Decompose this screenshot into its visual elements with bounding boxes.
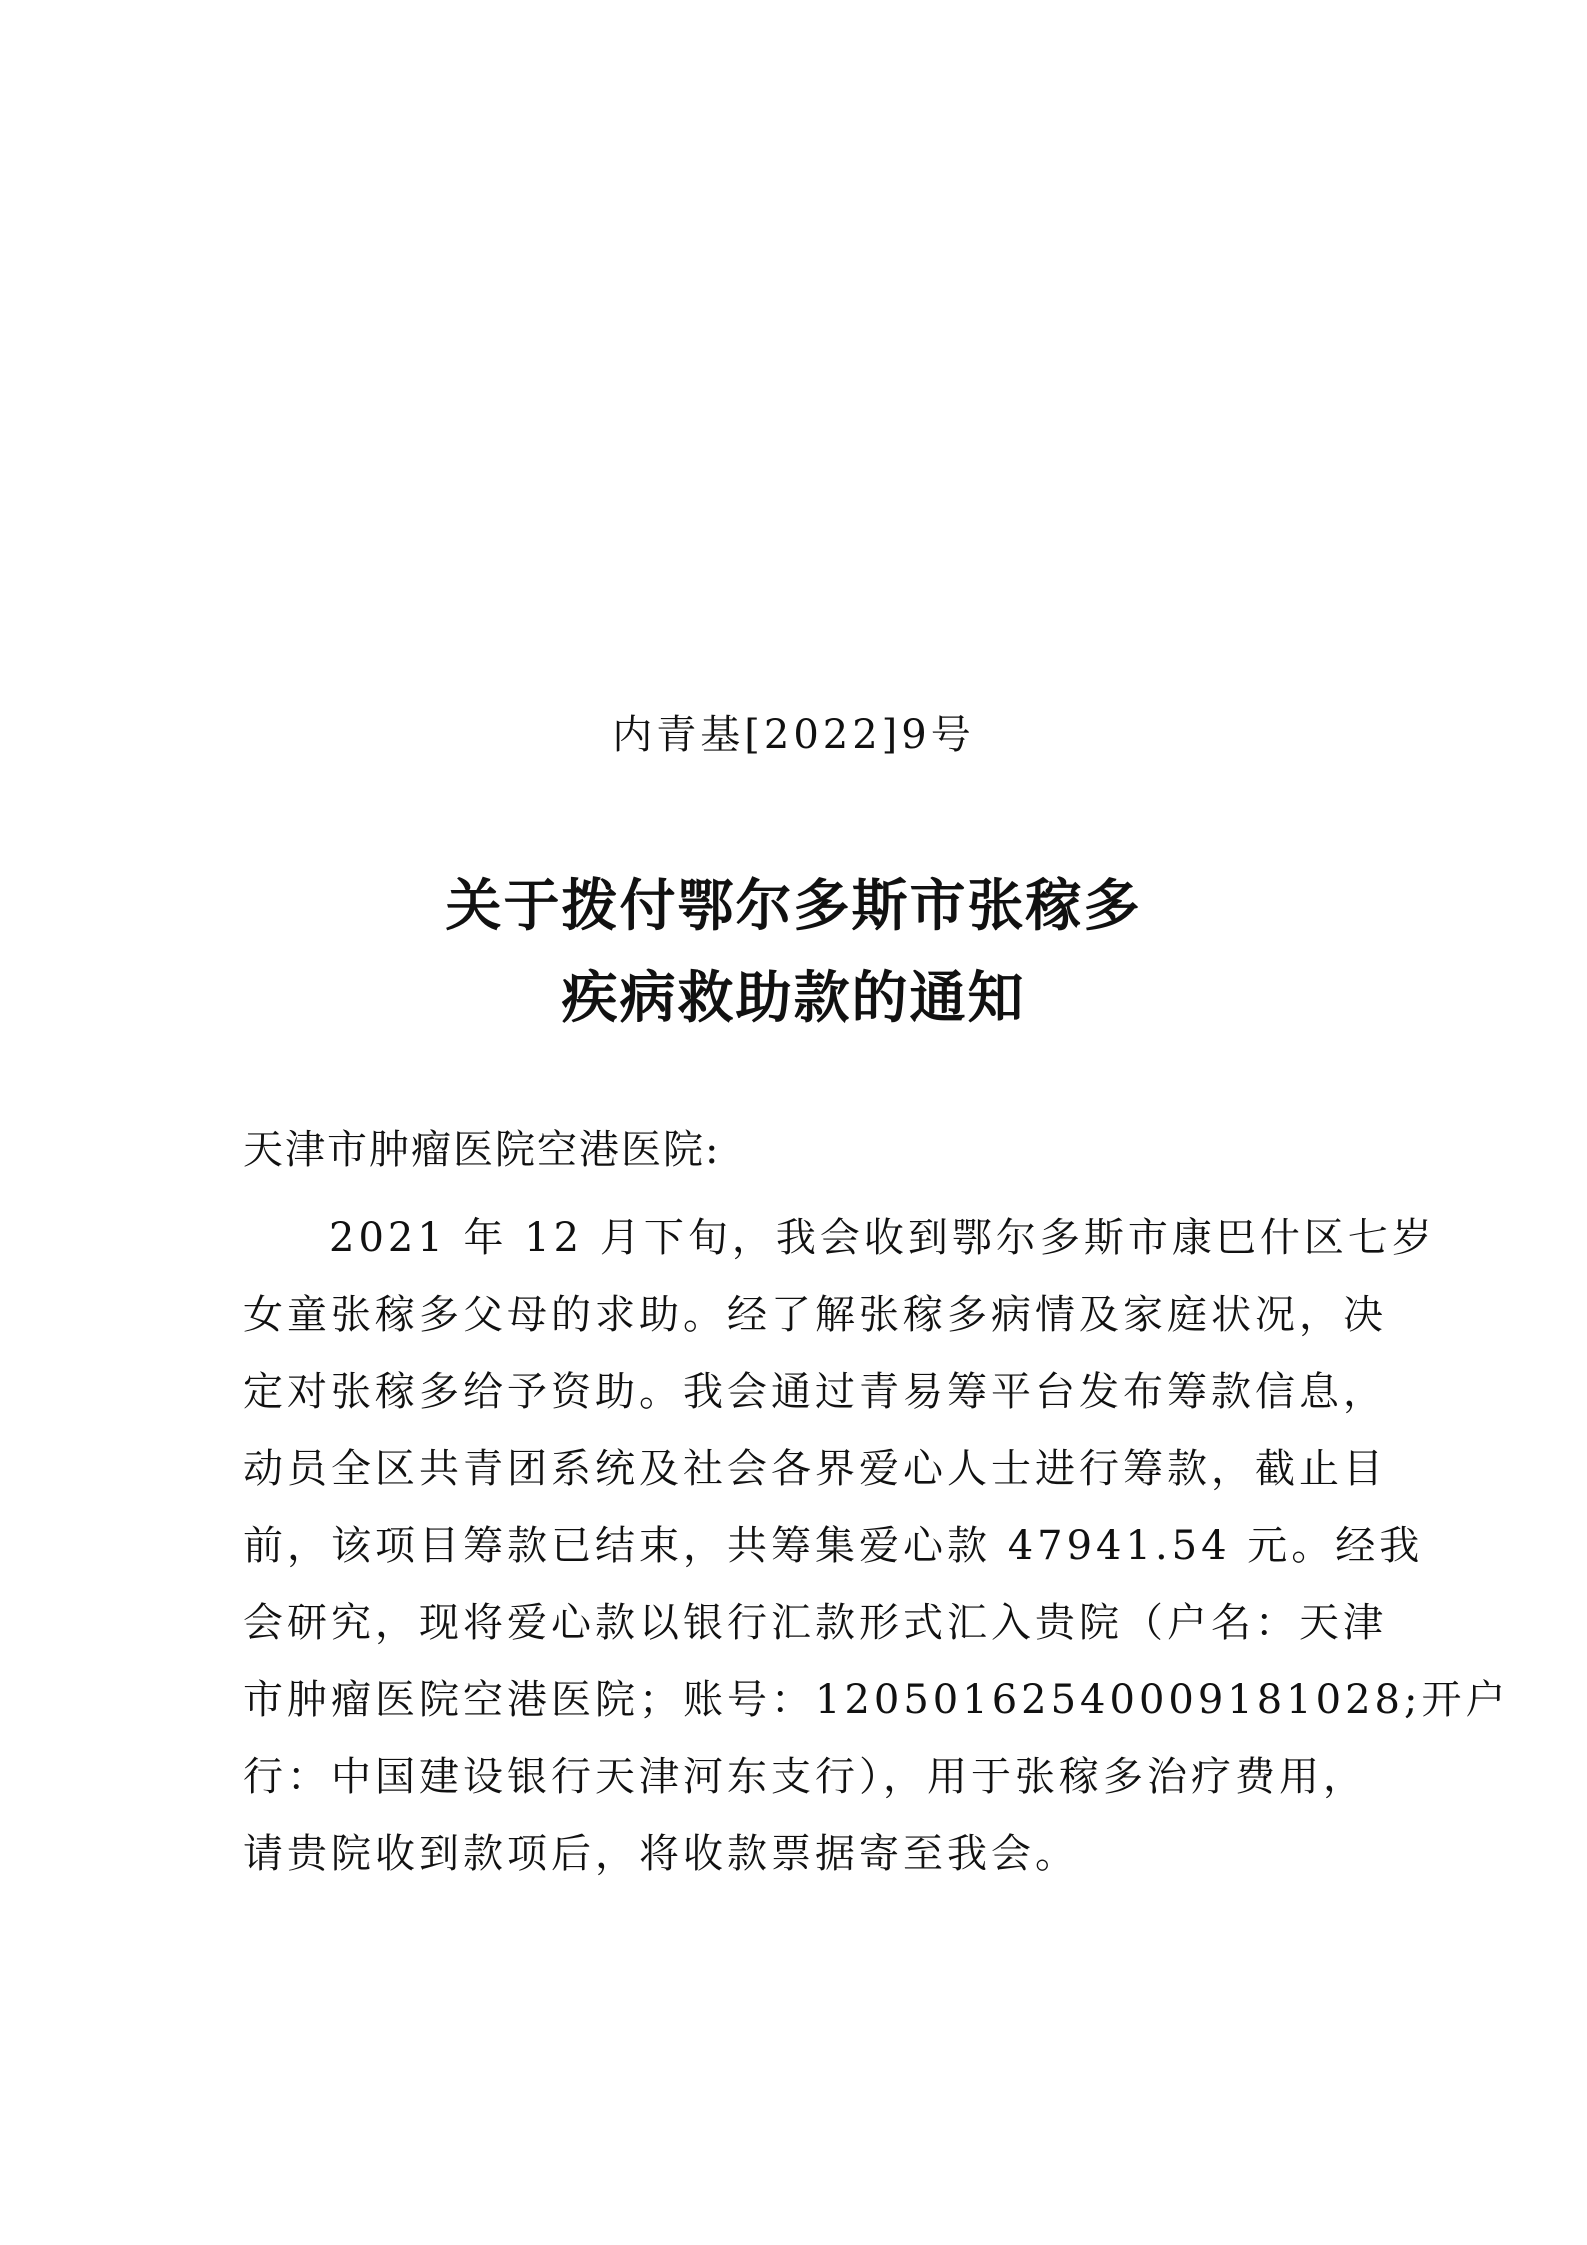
body-line-5: 前，该项目筹款已结束，共筹集爱心款 47941.54 元。经我 (243, 1523, 1424, 1569)
recipient-line: 天津市肿瘤医院空港医院: (243, 1127, 721, 1173)
body-line-8: 行：中国建设银行天津河东支行），用于张稼多治疗费用， (243, 1754, 1367, 1800)
body-line-9: 请贵院收到款项后，将收款票据寄至我会。 (243, 1831, 1079, 1877)
body-line-7: 市肿瘤医院空港医院；账号：12050162540009181028;开户 (243, 1677, 1510, 1723)
title-line-2: 疾病救助款的通知 (561, 965, 1026, 1031)
body-line-3: 定对张稼多给予资助。我会通过青易筹平台发布筹款信息， (243, 1369, 1387, 1415)
document-title (0, 860, 1587, 1044)
document-number: 内青基[2022]9号 (612, 712, 975, 758)
body-line-2: 女童张稼多父母的求助。经了解张稼多病情及家庭状况，决 (243, 1292, 1387, 1338)
body-line-1: 2021 年 12 月下旬，我会收到鄂尔多斯市康巴什区七岁 (329, 1215, 1436, 1261)
body-paragraph (243, 1200, 1510, 1893)
body-line-4: 动员全区共青团系统及社会各界爱心人士进行筹款，截止目 (243, 1446, 1387, 1492)
title-line-1: 关于拨付鄂尔多斯市张稼多 (445, 873, 1142, 939)
body-line-6: 会研究，现将爱心款以银行汇款形式汇入贵院（户名：天津 (243, 1600, 1387, 1646)
